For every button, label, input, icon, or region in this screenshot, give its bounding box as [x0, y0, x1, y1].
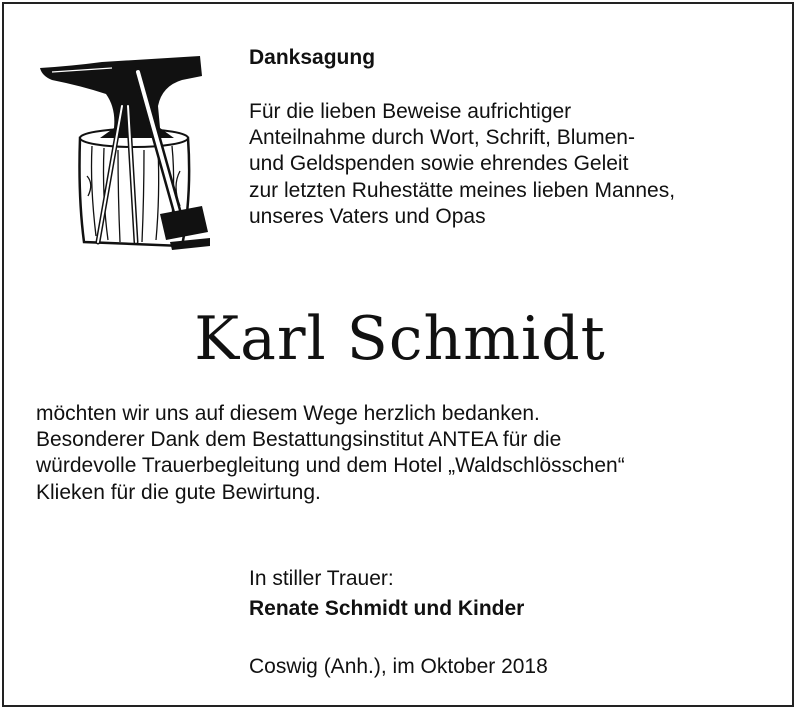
- anvil-icon: [32, 46, 220, 256]
- deceased-name: Karl Schmidt: [194, 304, 606, 374]
- body-line: möchten wir uns auf diesem Wege herzlich bedanken.: [36, 402, 540, 425]
- place-date: Coswig (Anh.), im Oktober 2018: [249, 655, 548, 678]
- intro-paragraph: [249, 99, 675, 230]
- body-line: würdevolle Trauerbegleitung und dem Hotel „Waldschlösschen“: [36, 454, 625, 478]
- intro-line: Für die lieben Beweise aufrichtiger: [249, 100, 572, 123]
- intro-line: zur letzten Ruhestätte meines lieben Mannes,: [249, 178, 676, 202]
- intro-line: unseres Vaters und Opas: [249, 204, 486, 228]
- heading: Danksagung: [249, 46, 376, 69]
- intro-line: Anteilnahme durch Wort, Schrift, Blumen-: [249, 126, 635, 150]
- obituary-notice: [2, 2, 794, 707]
- intro-line: und Geldspenden sowie ehrendes Geleit: [249, 152, 629, 176]
- thanks-paragraph: [36, 401, 625, 506]
- mourning-phrase: In stiller Trauer:: [249, 567, 394, 590]
- signed-by: Renate Schmidt und Kinder: [249, 597, 525, 620]
- body-line: Klieken für die gute Bewirtung.: [36, 480, 321, 504]
- body-line: Besonderer Dank dem Bestattungsinstitut ANTEA für die: [36, 428, 562, 452]
